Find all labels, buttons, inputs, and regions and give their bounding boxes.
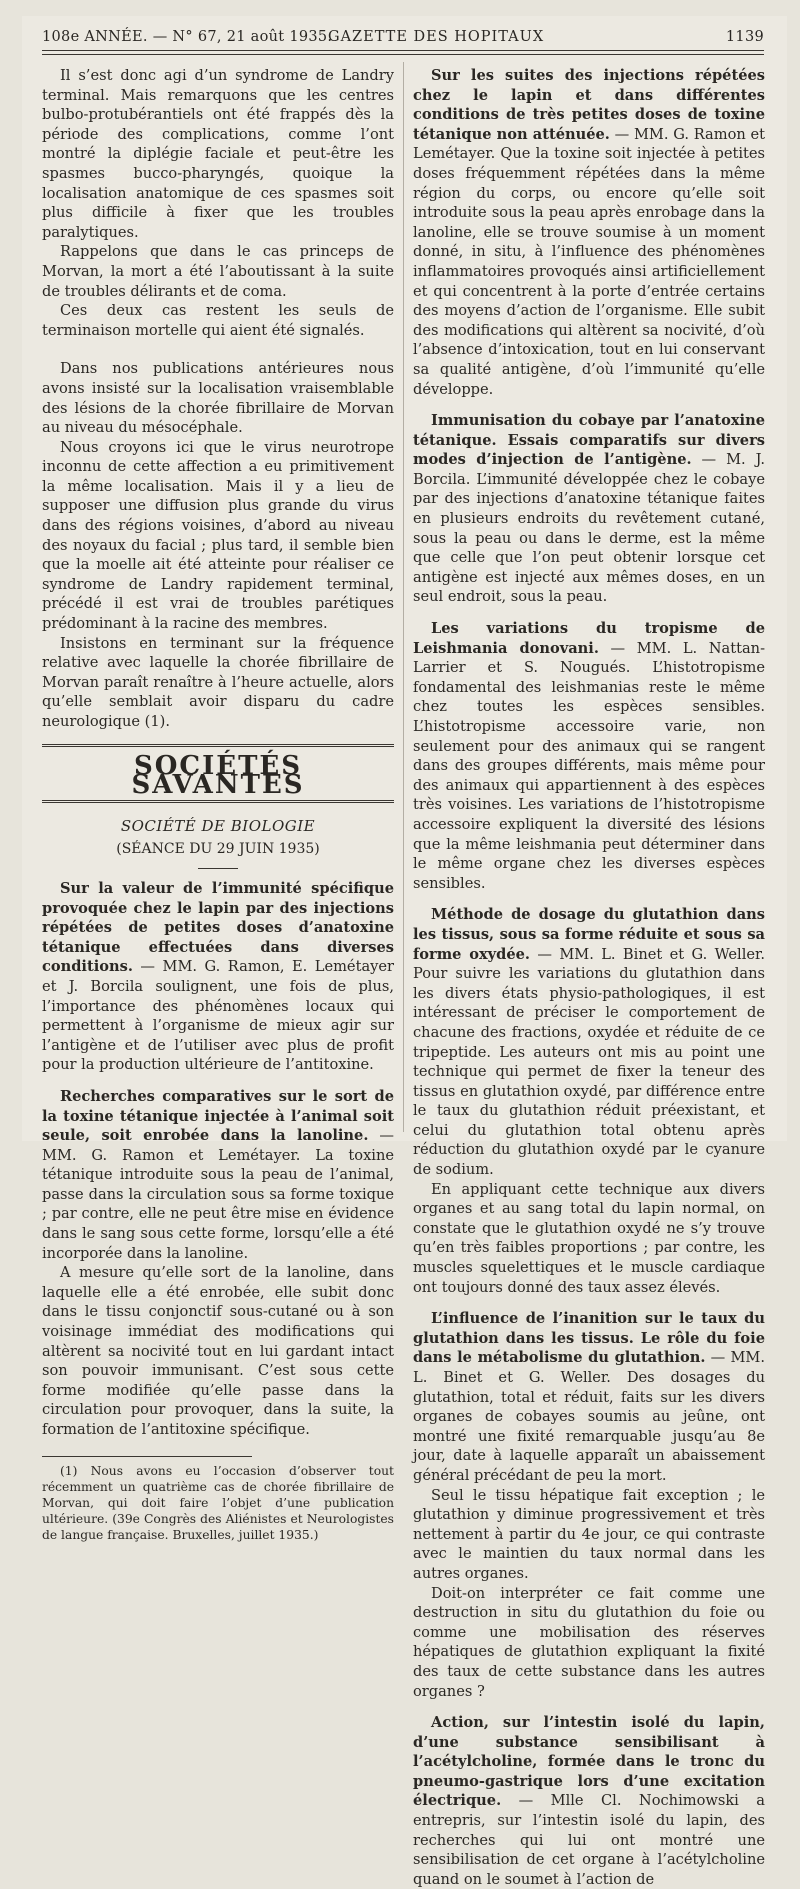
paragraph: Dans nos publications antérieures nous avons insisté sur la localisation vraisemblable des lésions de la chorée fibrillaire de Morvan au niveau du mésocéphale. — [42, 360, 394, 437]
article-body: — MM. L. Binet et G. Weller. Des dosages du glutathion, total et réduit, faits sur les divers organes de cobayes soumis au jeûne, ont montré une fixité remarquable jusqu’au 8e jour, date à laquelle apparaît un abaissement général précédant de peu la mort. — [413, 1349, 765, 1484]
paragraph: En appliquant cette technique aux divers organes et au sang total du lapin normal, on constate que le glutathion oxydé ne s’y trouve qu’en très faibles proportions ; par contre, les muscles squelettiques et le muscle cardiaque ont toujours donné des taux assez élevés. — [413, 1180, 765, 1296]
article-title: Méthode de dosage du glutathion dans les tissus, sous sa forme réduite et sous sa forme oxydée. — [413, 906, 765, 963]
paragraph: Rappelons que dans le cas princeps de Morvan, la mort a été l’aboutissant à la suite de troubles délirants et de coma. — [42, 243, 394, 300]
header-issue: 108e ANNÉE. — N° 67, 21 août 1935. — [42, 29, 333, 45]
society-name: SOCIÉTÉ DE BIOLOGIE — [120, 816, 316, 835]
article-body: — MM. L. Nattan-Larrier et S. Nougués. L’histotropisme fondamental des leishmanias reste le même chez toutes les espèces sensibles. L’histotropisme accessoire varie, non seulement pour des animaux qui se rangent dans des groupes différents, mais même pour des animaux qui appartiennent à des espèces très voisines. Les variations de l’histotropisme accessoire expliquent la diversité des lésions que la même leishmania peut déterminer dans le même organe chez les diverses espèces sensibles. — [413, 639, 765, 892]
paragraph: Nous croyons ici que le virus neurotrope inconnu de cette affection a eu primitivement la même localisation. Mais il y a lieu de supposer une diffusion plus grande du virus dans des régions voisines, d’abord au niveau des noyaux du facial ; plus tard, il semble bien que la moelle ait été atteinte pour réaliser ce syndrome de Landry rapidement terminal, précédé il est vrai de troubles parétiques prédominant à la racine des membres. — [42, 438, 394, 633]
header-journal-title: GAZETTE DES HOPITAUX — [328, 29, 545, 45]
article — [413, 905, 765, 1179]
article — [42, 879, 394, 1075]
short-rule — [198, 868, 238, 869]
article — [42, 1087, 394, 1263]
article-title: Recherches comparatives sur le sort de la toxine tétanique injectée à l’animal soit seule, soit enrobée dans la lanoline. — [42, 1087, 394, 1145]
article — [413, 619, 765, 893]
article-body: — Mlle Cl. Nochimowski a entrepris, sur l’intestin isolé du lapin, des recherches qui lui ont montré une sensibilisation de cet organe à l’acétylcholine quand on le soumet à l’action de — [413, 1792, 765, 1888]
footnote-rule — [42, 1456, 252, 1457]
session-date: (SÉANCE DU 29 JUIN 1935) — [116, 841, 320, 858]
article — [413, 1713, 765, 1889]
article — [413, 411, 765, 607]
article-body: — MM. G. Ramon et Lemétayer. Que la toxine soit injectée à petites doses fréquemment répétées dans la même région du corps, ou encore qu’elle soit introduite sous la peau après enrobage dans la lanoline, elle se trouve soumise à un moment donné, in situ, à l’influence des phénomènes inflammatoires provoqués ainsi artificiellement et qui concentrent à la porte d’entrée certains des moyens d’action de l’organisme. Elle subit des modifications qui altèrent sa nocivité, d’où l’absence d’intoxication, tout en lui conservant sa qualité antigène, d’où l’immunité qu’elle développe. — [413, 125, 765, 398]
article-body: — MM. G. Ramon et Lemétayer. La toxine tétanique introduite sous la peau de l’animal, passe dans la circulation sous sa forme toxique ; par contre, elle ne peut être mise en évidence dans le sang sous cette forme, lorsqu’elle a été incorporée dans la lanoline. — [42, 1127, 394, 1262]
article-body: — MM. G. Ramon, E. Lemétayer et J. Borcila soulignent, une fois de plus, l’importance des phénomènes locaux qui permettent à l’organisme de mieux agir sur l’antigène et de l’utiliser avec plus de profit pour la production ultérieure de l’antitoxine. — [42, 958, 394, 1074]
right-column — [413, 66, 765, 1889]
article-title: Sur les suites des injections répétées chez le lapin et dans différentes conditions de très petites doses de toxine tétanique non atténuée. — [413, 67, 765, 143]
paragraph: A mesure qu’elle sort de la lanoline, dans laquelle elle a été enrobée, elle subit donc dans le tissu conjonctif sous-cutané ou à son voisinage immédiat des modifications qui altèrent sa nocivité tout en lui gardant intact son pouvoir immunisant. C’est sous cette forme modifiée qu’elle passe dans la circulation pour provoquer, dans la suite, la formation de l’antitoxine spécifique. — [42, 1264, 394, 1438]
article-body: — M. J. Borcila. L’immunité développée chez le cobaye par des injections d’anatoxine tétanique faites en plusieurs endroits du revêtement cutané, sous la peau ou dans le derme, est la même que celle que l’on peut obtenir lorsque cet antigène est injecté aux mêmes doses, en un seul endroit, sous la peau. — [413, 451, 765, 606]
article-title: Action, sur l’intestin isolé du lapin, d’une substance sensibilisant à l’acétylcholine, formée dans le tronc du pneumo-gastrique lors d’une excitation électrique. — [413, 1714, 765, 1810]
running-header — [42, 26, 764, 50]
article-title: Sur la valeur de l’immunité spécifique provoquée chez le lapin par des injections répétées de petites doses d’anatoxine tétanique effectuées dans diverses conditions. — [42, 879, 394, 976]
header-page-number: 1139 — [725, 29, 764, 45]
left-column — [42, 66, 394, 1543]
paragraph: Ces deux cas restent les seuls de terminaison mortelle qui aient été signalés. — [42, 302, 394, 339]
article — [413, 1309, 765, 1485]
article-title: Les variations du tropisme de Leishmania donovani. — [413, 620, 765, 657]
paragraph: Doit-on interpréter ce fait comme une destruction in situ du glutathion du foie ou comme une mobilisation des réserves hépatiques de glutathion expliquant la fixité des taux de cette substance dans les autres organes ? — [413, 1584, 765, 1700]
article-body: — MM. L. Binet et G. Weller. Pour suivre les variations du glutathion dans les divers états physio-pathologiques, il est intéressant de préciser le comportement de chacune des fractions, oxydée et réduite de ce tripeptide. Les auteurs ont mis au point une technique qui permet de fixer la teneur des tissus en glutathion oxydé, par différence entre le taux du glutathion réduit préexistant, et celui du glutathion total obtenu après réduction du glutathion oxydé par le cyanure de sodium. — [413, 945, 766, 1179]
article-title: Immunisation du cobaye par l’anatoxine tétanique. Essais comparatifs sur divers modes d’injection de l’antigène. — [413, 412, 765, 469]
paragraph: Insistons en terminant sur la fréquence relative avec laquelle la chorée fibrillaire de Morvan paraît renaître à l’heure actuelle, alors qu’elle semblait avoir disparu du cadre neurologique (1). — [42, 634, 394, 730]
article — [413, 66, 765, 399]
section-heading-box — [42, 744, 394, 803]
column-divider — [403, 62, 404, 1132]
paragraph: Il s’est donc agi d’un syndrome de Landry terminal. Mais remarquons que les centres bulbo-protubérantiels ont été frappés dès la période des complications, comme l’ont montré la diplégie faciale et peut-être les spasmes bucco-pharyngés, quoique la localisation anatomique de ces spasmes soit plus difficile à fixer que les troubles paralytiques. — [42, 67, 394, 241]
article-title: L’influence de l’inanition sur le taux du glutathion dans les tissus. Le rôle du foie dans le métabolisme du glutathion. — [413, 1310, 765, 1367]
footnote: (1) Nous avons eu l’occasion d’observer tout récemment un quatrième cas de chorée fibrillaire de Morvan, qui doit faire l’objet d’une publication ultérieure. (39e Congrès des Aliénistes et Neurologistes de langue française. Bruxelles, juillet 1935.) — [42, 1463, 394, 1542]
header-rule-secondary — [42, 54, 764, 55]
paragraph: Seul le tissu hépatique fait exception ; le glutathion y diminue progressivement et très nettement à partir du 4e jour, ce qui contraste avec le maintien du taux normal dans les autres organes. — [413, 1486, 765, 1582]
section-title: SOCIÉTÉS SAVANTES — [131, 750, 305, 801]
header-rule — [42, 50, 764, 51]
